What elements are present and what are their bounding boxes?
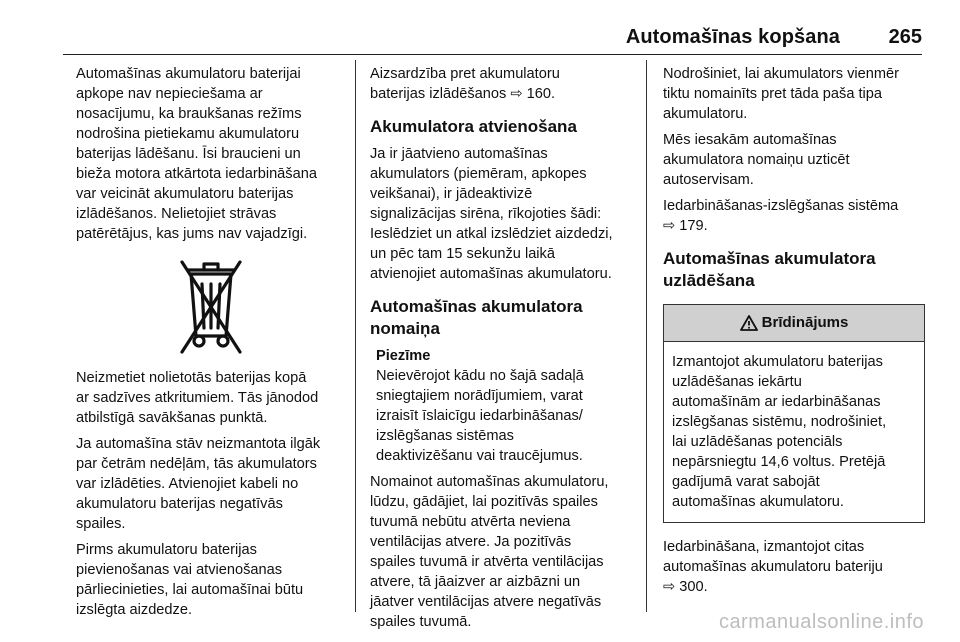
cross-reference-link[interactable]: baterijas izlādēšanos ⇨ 160.	[370, 86, 556, 102]
paragraph: Automašīnas akumulatoru baterijai apkope nav nepieciešama ar nosacījumu, ka braukšanas režīms nodrošina pietiekamu akumulatoru baterijas lādēšanu. Īsi braucieni un bieža motora atkārtota iedarbināšana var veicināt akumulatoru baterijas izlādēšanos. Nelietojiet strāvas patērētājus, kas jums nav vajadzīgi.	[76, 66, 317, 242]
column-divider-2	[646, 60, 647, 612]
crossed-out-wheelie-bin-icon	[176, 252, 246, 356]
column-2	[370, 64, 636, 638]
column-divider-1	[355, 60, 356, 612]
paragraph: Aizsardzība pret akumulatoru baterijas izlādēšanos ⇨ 160.	[370, 64, 636, 104]
column-1	[76, 64, 346, 626]
page-header	[0, 0, 960, 52]
crossed-bin-symbol	[76, 252, 346, 356]
section-heading: Akumulatora atvienošana	[370, 117, 577, 136]
paragraph: Neizmetiet nolietotās baterijas kopā ar sadzīves atkritumiem. Tās jānodod atbilstīgā savākšanas punktā.	[76, 370, 319, 426]
cross-reference-link[interactable]: ⇨ 179.	[663, 218, 708, 234]
column-3	[663, 64, 925, 603]
note-block: Piezīme Neievērojot kādu no šajā sadaļā sniegtajiem norādījumiem, varat izraisīt īslaicīgu iedarbināšanas/ izslēgšanas sistēmas deaktivizēšanu vai traucējumus.	[370, 346, 636, 466]
section-heading: Automašīnas akumulatora uzlādēšana	[663, 249, 876, 290]
cross-reference-link[interactable]: ⇨ 300.	[663, 579, 708, 595]
warning-title: Brīdinājums	[761, 314, 849, 331]
page-number: 265	[888, 26, 922, 48]
warning-triangle-icon	[740, 315, 758, 331]
paragraph: Nomainot automašīnas akumulatoru, lūdzu, gādājiet, lai pozitīvās spailes tuvumā nebūtu atvērta neviena ventilācijas atvere. Ja pozitīvās spailes tuvumā ir atvērta ventilācijas atvere, tā jāaizver ar aizbāzni un jāatver ventilācijas atvere negatīvās spailes tuvumā.	[370, 474, 609, 630]
paragraph: Nodrošiniet, lai akumulators vienmēr tiktu nomainīts pret tāda paša tipa akumulatoru.	[663, 66, 900, 122]
warning-box	[663, 304, 925, 523]
paragraph: Ja automašīna stāv neizmantota ilgāk par četrām nedēļām, tās akumulators var izlādēties. Atvienojiet kabeli no akumulatoru baterijas negatīvās spailes.	[76, 436, 321, 532]
section-heading: Automašīnas akumulatora nomaiņa	[370, 297, 583, 338]
paragraph: Pirms akumulatoru baterijas pievienošanas vai atvienošanas pārliecinieties, lai automašīnai būtu izslēgta aizdedze.	[76, 542, 304, 618]
paragraph: Iedarbināšana, izmantojot citas automašīnas akumulatoru bateriju ⇨ 300.	[663, 537, 925, 597]
warning-body: Izmantojot akumulatoru baterijas uzlādēšanas iekārtu automašīnām ar iedarbināšanas izslēgšanas sistēmu, nodrošiniet, lai uzlādēšanas potenciāls nepārsniegtu 14,6 voltus. Pretējā gadījumā varat sabojāt automašīnas akumulatoru.	[672, 354, 887, 510]
watermark: carmanualsonline.info	[718, 611, 924, 633]
warning-header	[664, 305, 924, 342]
paragraph: Iedarbināšanas-izslēgšanas sistēma ⇨ 179.	[663, 196, 925, 236]
note-title: Piezīme	[376, 348, 431, 364]
paragraph: Ja ir jāatvieno automašīnas akumulators (piemēram, apkopes veikšanai), ir jādeaktivizē signalizācijas sirēna, rīkojoties šādi: Ieslēdziet un atkal izslēdziet aizdedzi, un pēc tam 15 sekunžu laikā atvienojiet automašīnas akumulatoru.	[370, 146, 613, 282]
page-title: Automašīnas kopšana	[625, 26, 840, 48]
paragraph: Mēs iesakām automašīnas akumulatora nomaiņu uzticēt autoservisam.	[663, 132, 850, 188]
header-rule	[63, 54, 922, 55]
